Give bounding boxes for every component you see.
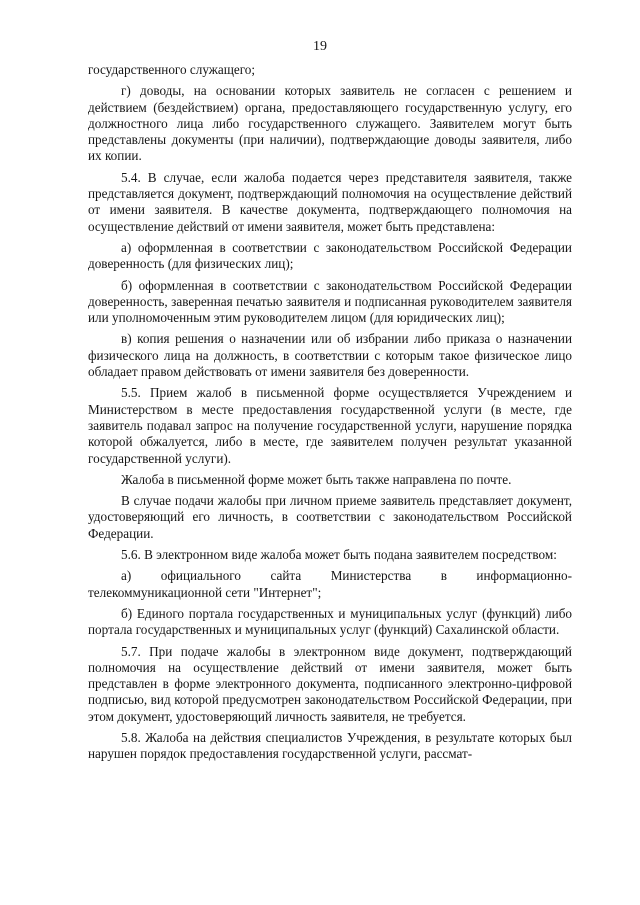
list-item-a-continuation: телекоммуникационной сети "Интернет";	[88, 584, 322, 600]
document-body	[88, 62, 572, 768]
paragraph: государственного служащего;	[88, 62, 256, 77]
paragraph: б) Единого портала государственных и муниципальных услуг (функций) либо портала государственных и муниципальных услуг (функций) Сахалинской области.	[88, 605, 572, 638]
paragraph: б) оформленная в соответствии с законодательством Российской Федерации доверенность, заверенная печатью заявителя и подписанная руководителем заявителя или уполномоченным этим руководителем лицом (для юридических лиц);	[88, 277, 572, 326]
paragraph: 5.4. В случае, если жалоба подается через представителя заявителя, также представляется документ, подтверждающий полномочия на осуществление действий от имени заявителя. В качестве документа, подтверждающего полномочия на осуществление действий от имени заявителя, может быть представлена:	[88, 169, 572, 234]
list-item-a	[88, 568, 572, 601]
list-item-a-first-line: а) официального сайта Министерства в информационно-	[121, 568, 572, 584]
paragraph: в) копия решения о назначении или об избрании либо приказа о назначении физического лица на должность, в соответствии с которым такое физическое лицо обладает правом действовать от имени заявителя без доверенности.	[88, 331, 572, 380]
paragraph: 5.8. Жалоба на действия специалистов Учреждения, в результате которых был нарушен порядок предоставления государственной услуги, рассмат-	[88, 729, 572, 762]
page-number: 19	[313, 39, 327, 54]
paragraph: 5.7. При подаче жалобы в электронном виде документ, подтверждающий полномочия на осуществление действий от имени заявителя, может быть представлен в форме электронного документа, подписанного электронно-цифровой подписью, вид которой предусмотрен законодательством Российской Федерации, при этом документ, удостоверяющий личность заявителя, не требуется.	[88, 643, 572, 724]
paragraph: Жалоба в письменной форме может быть также направлена по почте.	[121, 471, 512, 487]
paragraph-group	[88, 606, 572, 763]
paragraph: г) доводы, на основании которых заявитель не согласен с решением и действием (бездействием) органа, предоставляющего государственную услугу, его должностного лица либо государственного служащего. Заявителем могут быть представлены документы (при наличии), подтверждающие доводы заявителя, либо их копии.	[88, 83, 572, 164]
paragraph: В случае подачи жалобы при личном приеме заявитель представляет документ, удостоверяющий его личность, в соответствии с законодательством Российской Федерации.	[88, 493, 572, 541]
paragraph: 5.6. В электронном виде жалоба может быть подана заявителем посредством:	[121, 547, 557, 563]
paragraph: 5.5. Прием жалоб в письменной форме осуществляется Учреждением и Министерством в месте предоставления государственной услуги (в месте, где заявитель подавал запрос на получение государственной услуги, нарушение порядка которой обжалуется, либо в месте, где заявителем получен результат указанной государственной услуги).	[88, 385, 572, 466]
paragraph: а) оформленная в соответствии с законодательством Российской Федерации доверенность (для физических лиц);	[88, 239, 572, 272]
paragraph-group	[88, 62, 572, 563]
